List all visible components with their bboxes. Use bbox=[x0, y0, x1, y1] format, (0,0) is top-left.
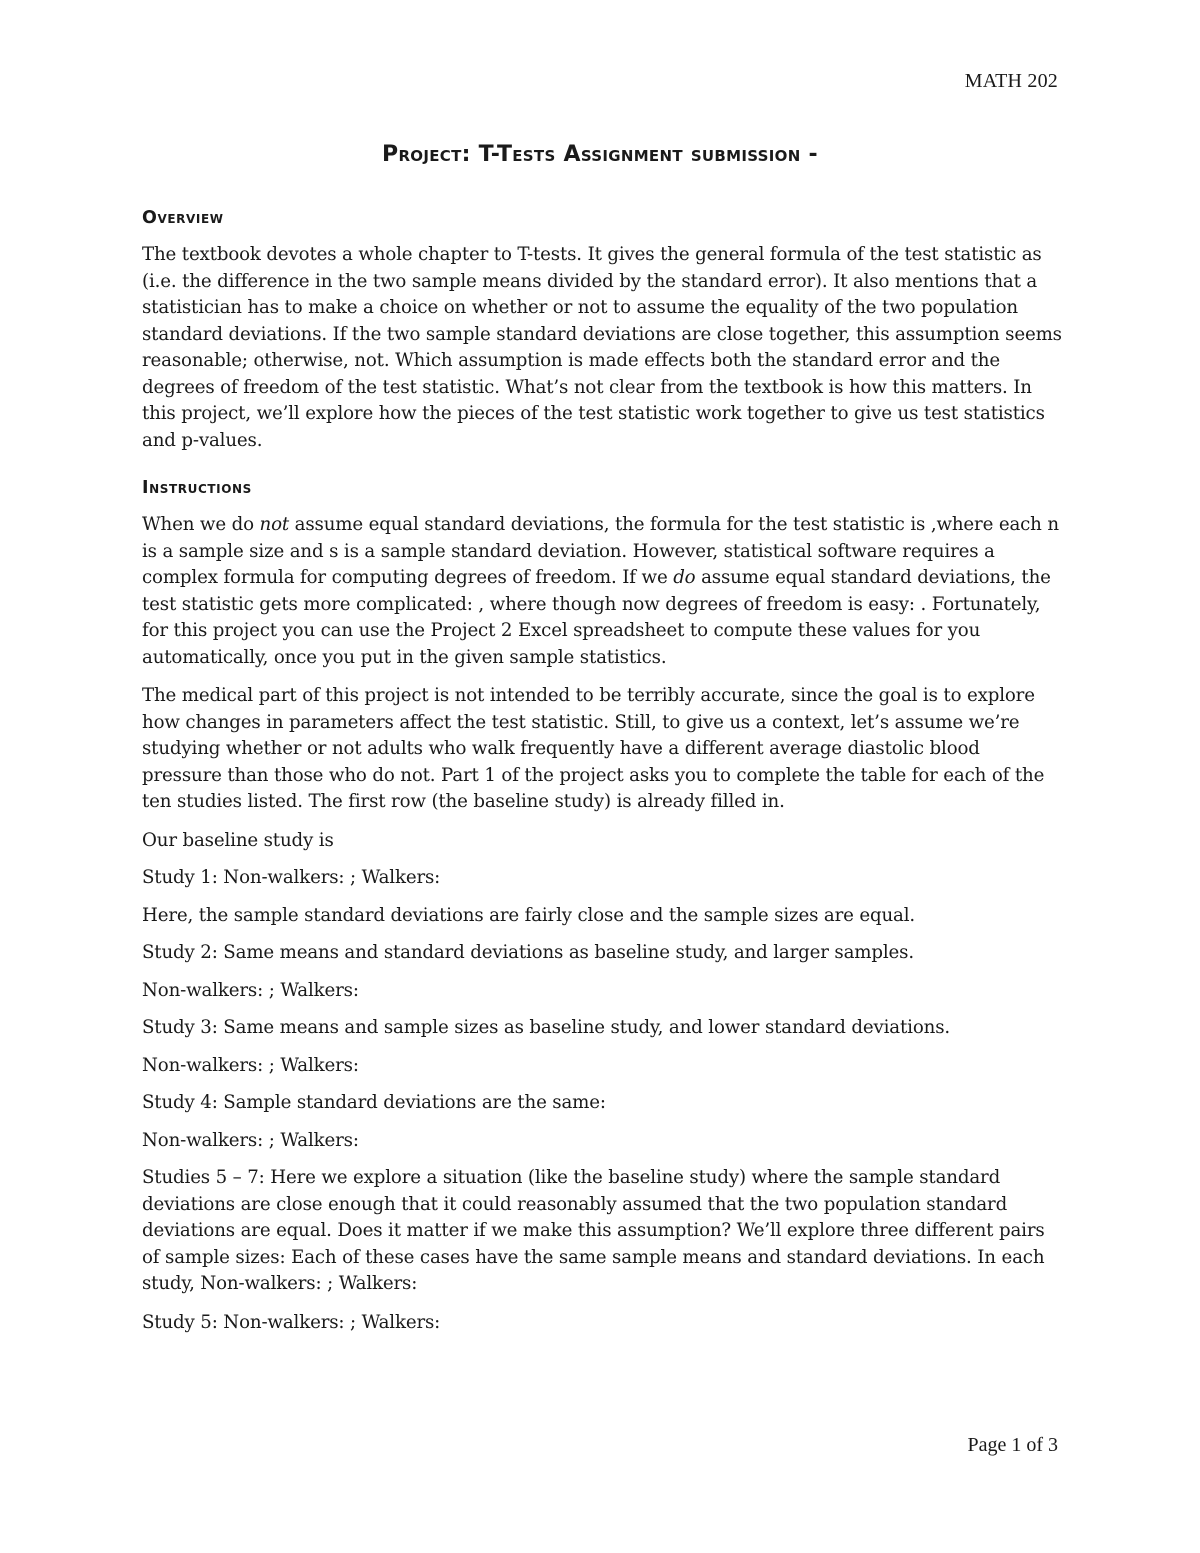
overview-heading: Overview bbox=[142, 208, 224, 228]
study-1-line: Study 1: Non-walkers: ; Walkers: bbox=[142, 867, 441, 888]
page-header-course: MATH 202 bbox=[964, 70, 1058, 92]
study-2-line: Study 2: Same means and standard deviations as baseline study, and larger samples. bbox=[142, 942, 914, 963]
study-3-line: Study 3: Same means and sample sizes as baseline study, and lower standard deviations. bbox=[142, 1017, 951, 1038]
p1-text-b: assume equal standard deviations, the formula for the test statistic is ,where each n is a sample size and s is a sample standard deviation. However, statistical software requires a complex formula for computing degrees of freedom. If we bbox=[142, 514, 1059, 588]
p1-text-a: When we do bbox=[142, 514, 260, 535]
p1-emphasis-not: not bbox=[259, 514, 290, 535]
instructions-heading: Instructions bbox=[142, 478, 252, 498]
study-1-note: Here, the sample standard deviations are fairly close and the sample sizes are equal. bbox=[142, 904, 916, 926]
p1-emphasis-do: do bbox=[673, 567, 696, 588]
study-4-line: Study 4: Sample standard deviations are the same: bbox=[142, 1092, 606, 1113]
p1-text-c: assume equal standard deviations, the test statistic gets more complicated: , where though now degrees of freedom is easy: . Fortunately, for this project you can use the Project 2 Excel spreadsheet to compute these values for you automatically, once you put in the given sample statistics. bbox=[142, 567, 1051, 668]
studies-5-7-paragraph: Studies 5 – 7: Here we explore a situation (like the baseline study) where the sample standard deviations are close enough that it could reasonably assumed that the two population standard deviations are equal. Does it matter if we make this assumption? We’ll explore three different pairs of sample sizes: Each of these cases have the same sample means and standard deviations. In each study, Non-walkers: ; Walkers: bbox=[142, 1167, 1045, 1294]
overview-paragraph: The textbook devotes a whole chapter to T-tests. It gives the general formula of the test statistic as (i.e. the difference in the two sample means divided by the standard error). It also mentions that a statistician has to make a choice on whether or not to assume the equality of the two population standard deviations. If the two sample standard deviations are close together, this assumption seems reasonable; otherwise, not. Which assumption is made effects both the standard error and the degrees of freedom of the test statistic. What’s not clear from the textbook is how this matters. In this project, we’ll explore how the pieces of the test statistic work together to give us test statistics and p-values. bbox=[142, 244, 1062, 451]
study-2-values: Non-walkers: ; Walkers: bbox=[142, 979, 359, 1001]
document-body bbox=[142, 208, 1062, 1348]
baseline-line: Our baseline study is bbox=[142, 829, 334, 851]
document-title: Project: T-Tests Assignment submission - bbox=[382, 142, 818, 167]
study-5-line: Study 5: Non-walkers: ; Walkers: bbox=[142, 1311, 441, 1333]
study-4-values: Non-walkers: ; Walkers: bbox=[142, 1129, 359, 1151]
study-3-values: Non-walkers: ; Walkers: bbox=[142, 1054, 359, 1076]
page-number: Page 1 of 3 bbox=[967, 1434, 1058, 1456]
instructions-paragraph-2: The medical part of this project is not intended to be terribly accurate, since the goal is to explore how changes in parameters affect the test statistic. Still, to give us a context, let’s assume we’re studying whether or not adults who walk frequently have a different average diastolic blood pressure than those who do not. Part 1 of the project asks you to complete the table for each of the ten studies listed. The first row (the baseline study) is already filled in. bbox=[142, 685, 1045, 812]
instructions-paragraph-1 bbox=[142, 512, 1062, 671]
